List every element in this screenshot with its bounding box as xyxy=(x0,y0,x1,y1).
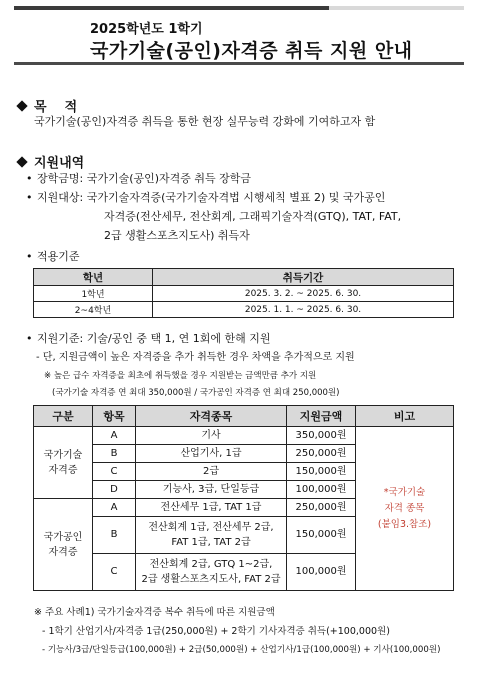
purpose-heading: 목 적 xyxy=(14,96,77,115)
amount-value: 250,000원 xyxy=(287,445,356,463)
item-code: B xyxy=(93,517,136,554)
bullet-icon: • xyxy=(26,332,33,345)
qualification-name: 기사 xyxy=(136,427,287,445)
header-top-bar xyxy=(14,6,464,10)
table-row xyxy=(34,427,454,445)
col-header-item: 항목 xyxy=(93,406,136,427)
amount-table xyxy=(33,405,454,591)
example-line2: - 기능사/3급/단일등급(100,000원) + 2급(50,000원) + 산업기사/1급(100,000원) + 기사(100,000원) xyxy=(42,645,441,655)
support-heading: 지원내역 xyxy=(14,152,84,171)
header-bottom-bar xyxy=(14,62,464,65)
qualification-name: 전산회계 2급, GTQ 1~2급, 2급 생활스포츠지도사, FAT 2급 xyxy=(136,554,287,591)
amount-value: 250,000원 xyxy=(287,499,356,517)
col-header-category: 구분 xyxy=(34,406,93,427)
period-grade: 2~4학년 xyxy=(34,302,153,318)
item-code: A xyxy=(93,499,136,517)
support-small-note1: ※ 높은 급수 자격증을 최초에 취득했을 경우 지원받는 금액만큼 추가 지원 xyxy=(44,371,317,381)
amount-value: 100,000원 xyxy=(287,481,356,499)
purpose-text: 국가기술(공인)자격증 취득을 통한 현장 실무능력 강화에 기여하고자 함 xyxy=(34,115,376,128)
period-table xyxy=(33,268,454,318)
target-line2: 자격증(전산세무, 전산회계, 그래픽기술자격(GTQ), TAT, FAT, xyxy=(104,210,402,223)
qualification-name: 전산회계 1급, 전산세무 2급, FAT 1급, TAT 2급 xyxy=(136,517,287,554)
period-grade: 1학년 xyxy=(34,286,153,302)
table-row xyxy=(34,286,454,302)
amount-value: 150,000원 xyxy=(287,463,356,481)
period-range: 2025. 1. 1. ~ 2025. 6. 30. xyxy=(153,302,454,318)
qualification-name: 2급 xyxy=(136,463,287,481)
diamond-icon xyxy=(16,100,27,111)
item-code: C xyxy=(93,554,136,591)
qualification-name: 기능사, 3급, 단일등급 xyxy=(136,481,287,499)
bullet-icon: • xyxy=(26,172,33,185)
support-standard-note: - 단, 지원금액이 높은 자격증을 추가 취득한 경우 차액을 추가적으로 지원 xyxy=(36,352,355,363)
amount-value: 100,000원 xyxy=(287,554,356,591)
target-line1: 지원대상: 국가기술자격증(국가기술자격법 시행세칙 별표 2) 및 국가공인 xyxy=(37,191,386,204)
col-header-amount: 지원금액 xyxy=(287,406,356,427)
group-national-certified: 국가공인 자격증 xyxy=(34,499,93,591)
scholarship-name: 장학금명: 국가기술(공인)자격증 취득 장학금 xyxy=(37,172,252,185)
page-title: 국가기술(공인)자격증 취득 지원 안내 xyxy=(90,40,413,62)
example-heading: ※ 주요 사례1) 국가기술자격증 복수 취득에 따른 지원금액 xyxy=(34,607,275,618)
support-standard: 지원기준: 기술/공인 중 택 1, 연 1회에 한해 지원 xyxy=(37,332,271,345)
period-range: 2025. 3. 2. ~ 2025. 6. 30. xyxy=(153,286,454,302)
amount-value: 350,000원 xyxy=(287,427,356,445)
col-header-remark: 비고 xyxy=(356,406,454,427)
target-line3: 2급 생활스포츠지도사) 취득자 xyxy=(104,229,250,242)
period-header-range: 취득기간 xyxy=(153,269,454,286)
page-header xyxy=(14,6,464,62)
group-national-tech: 국가기술 자격증 xyxy=(34,427,93,499)
table-row xyxy=(34,302,454,318)
criteria-heading: 적용기준 xyxy=(37,250,80,263)
bullet-icon: • xyxy=(26,191,33,204)
remark-cell: *국가기술 자격 종목 (붙임3.참조) xyxy=(356,427,454,591)
item-code: D xyxy=(93,481,136,499)
bullet-icon: • xyxy=(26,250,33,263)
item-code: A xyxy=(93,427,136,445)
period-header-grade: 학년 xyxy=(34,269,153,286)
qualification-name: 산업기사, 1급 xyxy=(136,445,287,463)
diamond-icon xyxy=(16,156,27,167)
col-header-qualification: 자격종목 xyxy=(136,406,287,427)
qualification-name: 전산세무 1급, TAT 1급 xyxy=(136,499,287,517)
item-code: B xyxy=(93,445,136,463)
page-subtitle: 2025학년도 1학기 xyxy=(90,22,203,37)
item-code: C xyxy=(93,463,136,481)
amount-value: 150,000원 xyxy=(287,517,356,554)
example-line1: - 1학기 산업기사/자격증 1급(250,000원) + 2학기 기사자격증 취득(+100,000원) xyxy=(42,626,390,637)
support-small-note2: (국가기술 자격증 연 최대 350,000원 / 국가공인 자격증 연 최대 250,000원) xyxy=(52,388,340,398)
